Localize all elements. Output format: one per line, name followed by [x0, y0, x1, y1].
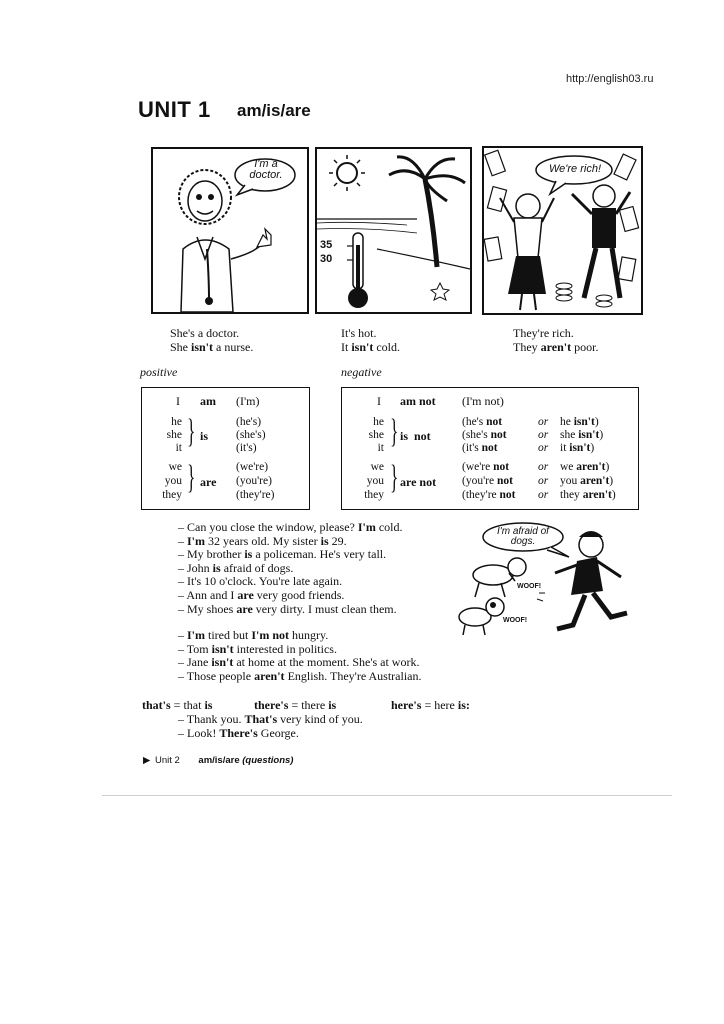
example-line: – I'm 32 years old. My sister is 29. — [178, 533, 347, 548]
thermometer-label-35: 35 — [320, 239, 333, 251]
unit-number: UNIT 1 — [138, 97, 211, 122]
neg-is-brace: } — [390, 413, 399, 450]
pos-are-verb: are — [200, 475, 217, 489]
negative-table — [341, 387, 639, 510]
neg-is-pronoun: it — [377, 442, 384, 454]
thermometer-label-30: 30 — [320, 253, 333, 265]
example-line: – Tom isn't interested in politics. — [178, 641, 337, 656]
caption-hot: It's hot. It isn't cold. — [341, 326, 401, 354]
pos-is-pronoun: it — [175, 442, 182, 454]
neg-is-verb: is not — [400, 429, 431, 443]
neg-are-short-b: you aren't) — [560, 475, 614, 487]
neg-are-short-b: we aren't) — [560, 461, 610, 473]
rich-people-illustration — [482, 146, 643, 315]
neg-are-short-a: (they're not — [462, 489, 516, 501]
next-unit-note: (questions) — [242, 755, 294, 766]
pos-is-brace: } — [187, 413, 196, 450]
pos-are-short: (you're) — [236, 475, 272, 487]
page-divider — [102, 795, 672, 796]
next-unit-link[interactable] — [143, 755, 293, 766]
example-line: – My brother is a policeman. He's very tall. — [178, 547, 387, 562]
neg-are-or: or — [538, 489, 549, 501]
next-unit-topic: am/is/are — [198, 755, 240, 766]
neg-are-pronoun: you — [366, 475, 384, 487]
example-line: – My shoes are very dirty. I must clean them. — [178, 601, 397, 616]
unit-topic: am/is/are — [237, 101, 311, 120]
pos-are-pronoun: you — [164, 475, 182, 487]
pos-is-verb: is — [200, 429, 209, 443]
pos-are-pronoun: we — [168, 461, 182, 473]
example-line: – I'm tired but I'm not hungry. — [178, 628, 329, 642]
example-line: – Thank you. That's very kind of you. — [178, 712, 363, 726]
neg-i-verb: am not — [400, 394, 436, 408]
example-line: – Can you close the window, please? I'm cold. — [178, 520, 403, 534]
pos-i-verb: am — [200, 394, 216, 408]
example-line: – Look! There's George. — [178, 725, 299, 740]
pos-is-pronoun: she — [166, 429, 182, 441]
contraction-examples — [178, 713, 363, 740]
arrow-right-icon: ▶ — [143, 755, 151, 766]
pos-are-brace: } — [187, 459, 196, 496]
pos-is-short: (he's) — [236, 416, 262, 428]
doctor-illustration — [151, 147, 309, 314]
neg-is-short-b: it isn't) — [560, 442, 595, 454]
example-line: – Those people aren't English. They're Australian. — [178, 668, 422, 683]
neg-is-short-a: (he's not — [462, 416, 503, 428]
neg-are-or: or — [538, 475, 549, 487]
rich-speech-bubble: We're rich! — [548, 163, 602, 175]
neg-is-short-a: (she's not — [462, 429, 507, 441]
caption-rich: They're rich. They aren't poor. — [513, 326, 599, 354]
neg-is-or: or — [538, 416, 549, 428]
positive-table — [141, 387, 310, 510]
pos-are-pronoun: they — [162, 489, 182, 501]
negative-heading: negative — [341, 365, 382, 379]
neg-is-pronoun: she — [368, 429, 384, 441]
example-line: – Jane isn't at home at the moment. She's at work. — [178, 655, 420, 670]
example-line: – John is afraid of dogs. — [178, 560, 294, 575]
next-unit-label: Unit 2 — [154, 755, 180, 766]
pos-i-short: (I'm) — [236, 394, 260, 408]
afraid-of-dogs-illustration — [451, 521, 631, 639]
pos-is-short: (it's) — [236, 442, 257, 454]
neg-are-or: or — [538, 461, 549, 473]
neg-is-pronoun: he — [373, 416, 384, 428]
neg-is-short-a: (it's not — [462, 442, 498, 454]
neg-are-short-b: they aren't) — [560, 489, 616, 501]
contraction-theres: there's = there is — [254, 698, 337, 712]
doctor-speech-bubble: I'm a doctor. — [249, 158, 283, 181]
neg-are-verb: are not — [400, 475, 437, 489]
neg-are-brace: } — [390, 459, 399, 496]
pos-is-short: (she's) — [236, 429, 266, 441]
dog-speech-bubble: I'm afraid of dogs. — [497, 526, 549, 547]
positive-heading: positive — [140, 365, 178, 379]
neg-is-short-b: she isn't) — [560, 429, 604, 441]
neg-i-pronoun: I — [377, 394, 381, 408]
neg-are-pronoun: we — [370, 461, 384, 473]
pos-are-short: (we're) — [236, 461, 269, 473]
woof-label: WOOF! — [503, 617, 528, 624]
example-line: – Ann and I are very good friends. — [178, 587, 345, 602]
neg-are-short-a: (we're not — [462, 461, 510, 473]
neg-is-or: or — [538, 442, 549, 454]
neg-are-short-a: (you're not — [462, 475, 513, 487]
neg-is-or: or — [538, 429, 549, 441]
hot-weather-illustration — [315, 147, 472, 314]
pos-is-pronoun: he — [171, 416, 182, 428]
pos-i-pronoun: I — [176, 394, 180, 408]
caption-doctor: She's a doctor. She isn't a nurse. — [170, 326, 254, 354]
neg-are-pronoun: they — [364, 489, 384, 501]
pos-are-short: (they're) — [236, 489, 275, 501]
example-line: – It's 10 o'clock. You're late again. — [178, 574, 343, 589]
contraction-thats: that's = that is — [142, 698, 213, 712]
examples-positive — [178, 521, 403, 616]
neg-is-short-b: he isn't) — [560, 416, 599, 428]
woof-label: WOOF! — [517, 583, 542, 590]
examples-negative — [178, 629, 421, 683]
source-url[interactable]: http://english03.ru — [566, 73, 654, 85]
neg-i-short: (I'm not) — [462, 394, 504, 408]
contraction-heres: here's = here is: — [391, 698, 470, 712]
